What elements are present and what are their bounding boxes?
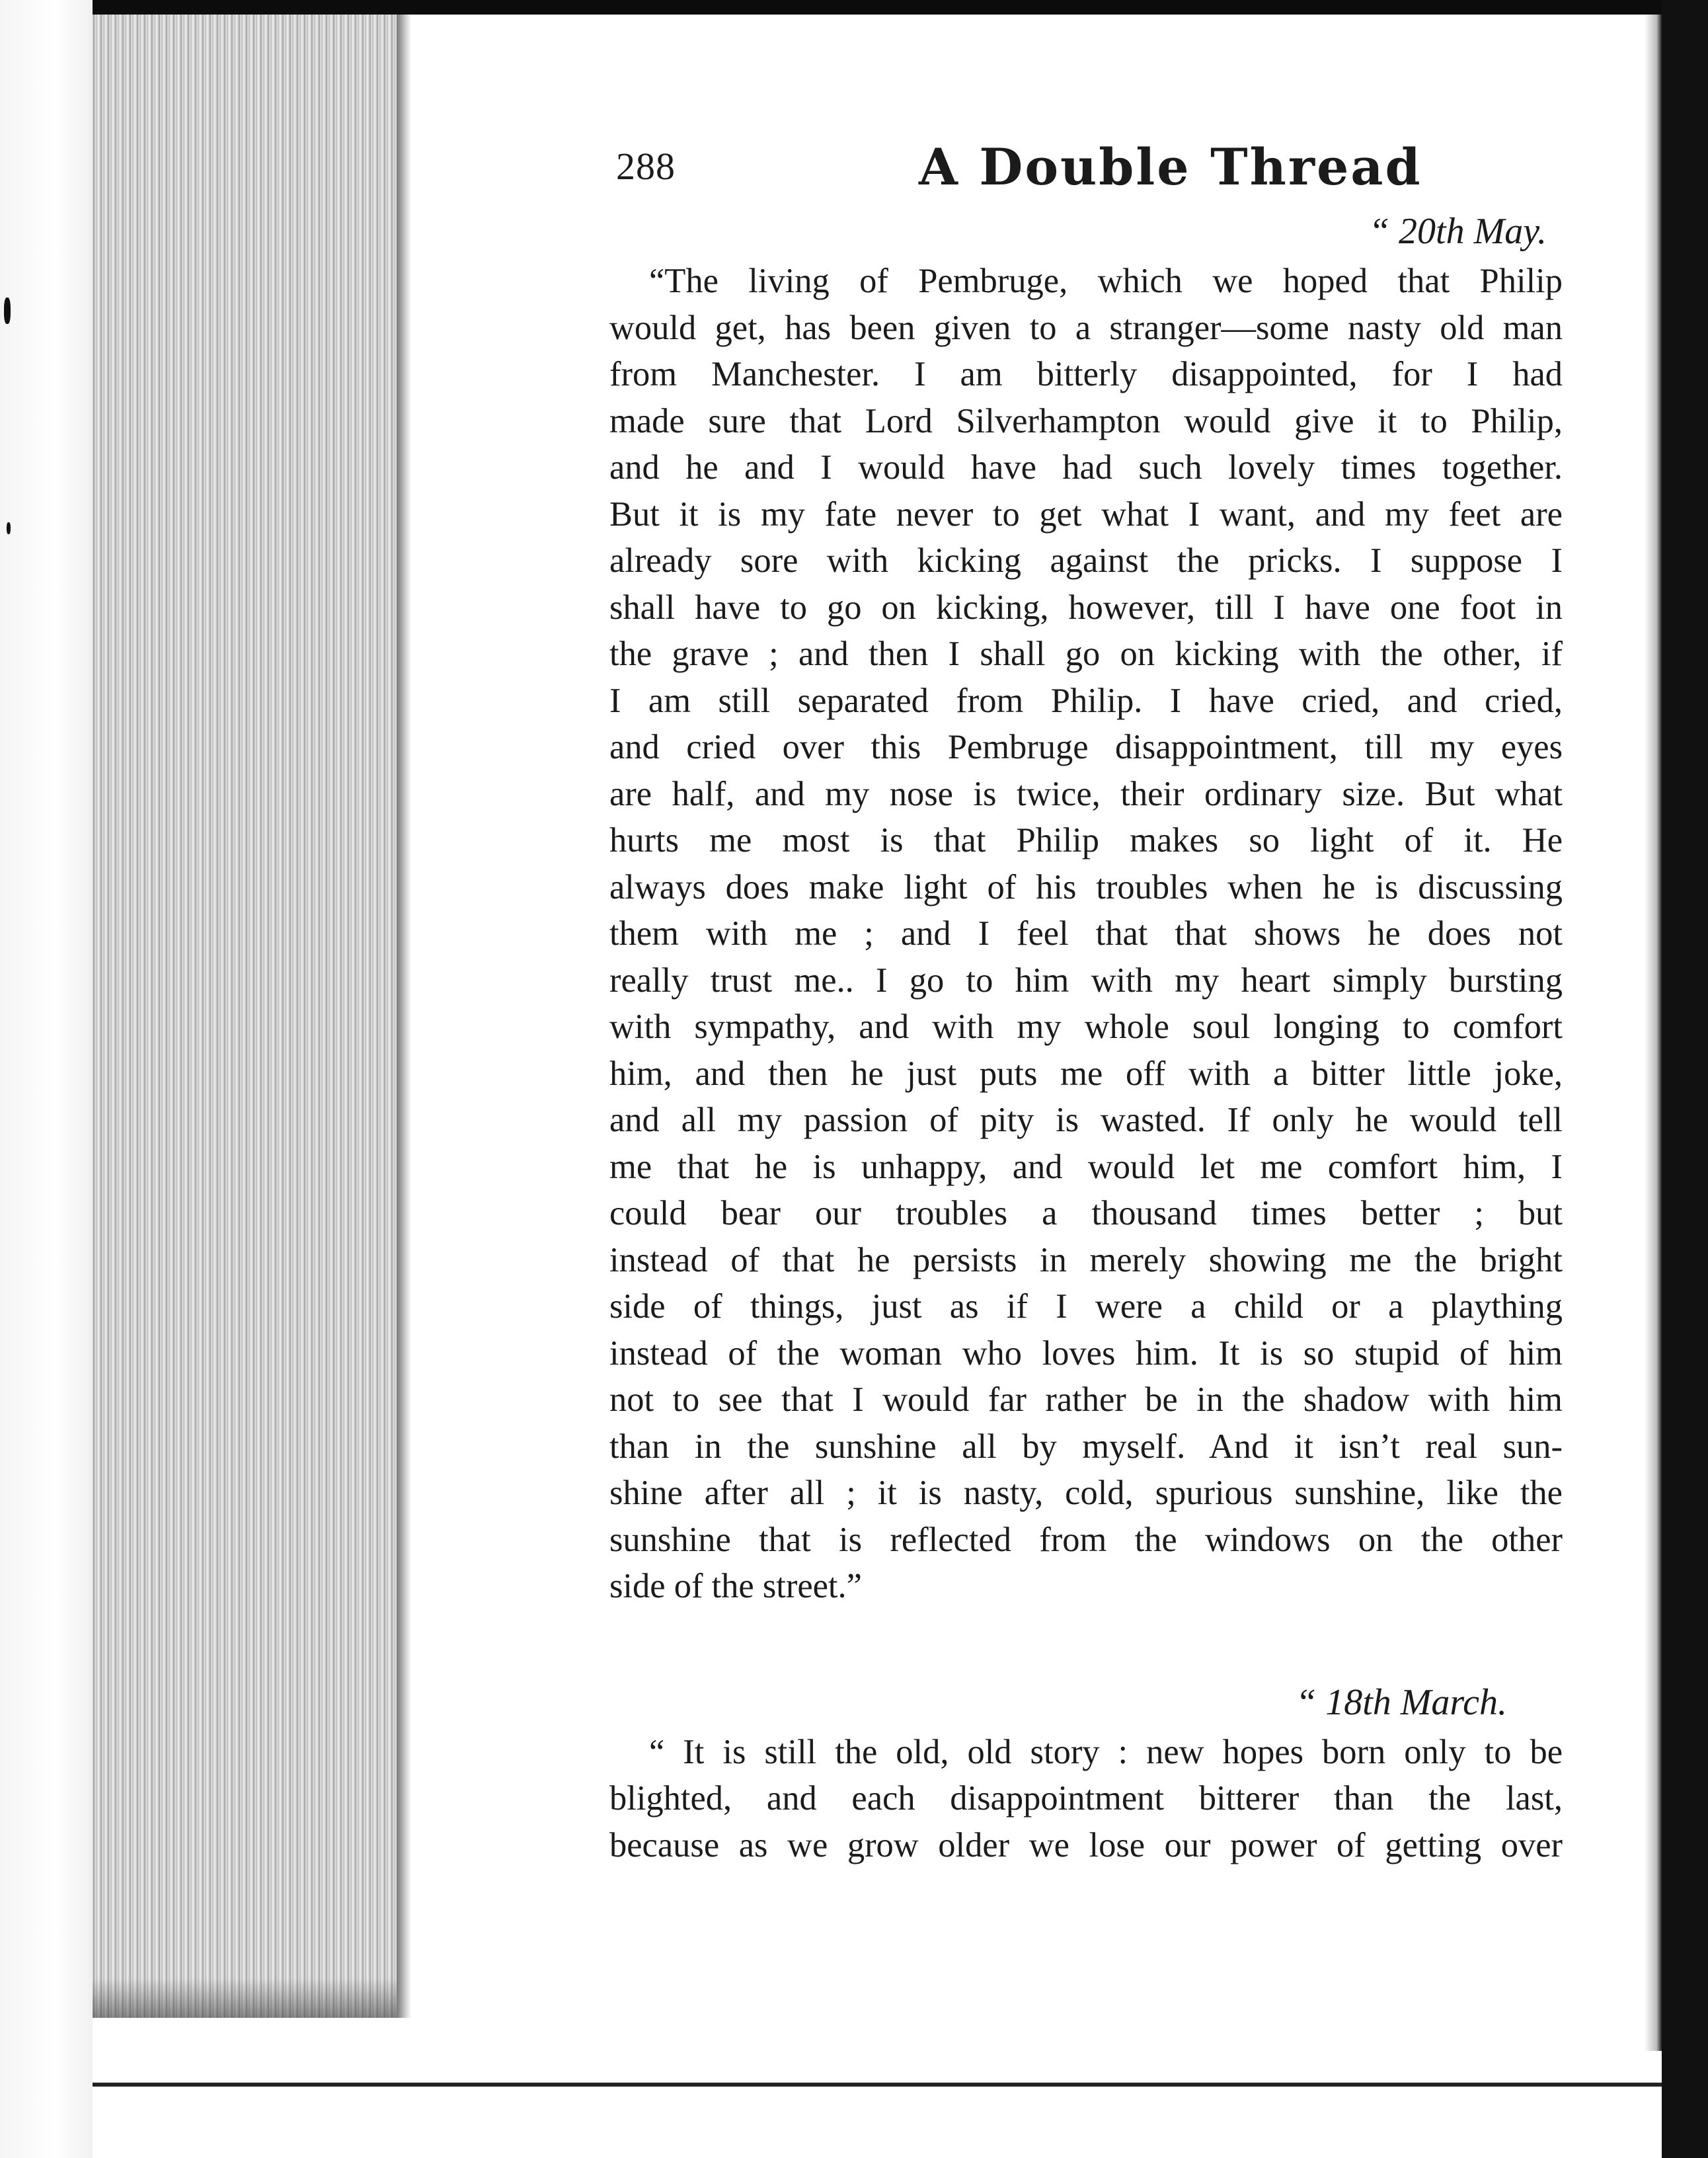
text-line: with sympathy, and with my whole soul longing to comfort: [609, 1008, 1563, 1046]
text-line: But it is my fate never to get what I want, and my feet are: [609, 495, 1563, 534]
margin-speck: [7, 522, 11, 534]
running-head: [595, 132, 1586, 205]
diary-entry: [595, 205, 1586, 1610]
page-number: 288: [616, 145, 676, 188]
text-line: shall have to go on kicking, however, till I have one foot in: [609, 588, 1563, 627]
left-margin: [0, 0, 93, 2158]
scanner-right-edge: [1662, 0, 1708, 2158]
text-line: are half, and my nose is twice, their ordinary size. But what: [609, 774, 1563, 813]
text-line: them with me ; and I feel that that shows he does not: [609, 914, 1563, 953]
page-bottom-edge: [93, 2083, 1662, 2087]
text-line: side of the street.”: [609, 1567, 862, 1605]
running-title: A Double Thread: [919, 138, 1422, 196]
text-line: me that he is unhappy, and would let me comfort him, I: [609, 1147, 1563, 1186]
text-line: made sure that Lord Silverhampton would give it to Philip,: [609, 401, 1563, 440]
text-line: side of things, just as if I were a child or a plaything: [609, 1287, 1563, 1326]
text-line: instead of the woman who loves him. It is so stupid of him: [609, 1334, 1563, 1373]
entry-body: [595, 1729, 1586, 1869]
text-line: because as we grow older we lose our power of getting over: [609, 1825, 1563, 1864]
text-line: than in the sunshine all by myself. And it isn’t real sun-: [609, 1427, 1563, 1466]
text-line: could bear our troubles a thousand times better ; but: [609, 1194, 1563, 1232]
text-line: shine after all ; it is nasty, cold, spurious sunshine, like the: [609, 1474, 1563, 1512]
entry-date: “ 20th May.: [1368, 211, 1547, 252]
text-line: him, and then he just puts me off with a bitter little joke,: [609, 1054, 1563, 1093]
text-line: I am still separated from Philip. I have cried, and cried,: [609, 681, 1563, 720]
text-line: “ It is still the old, old story : new hopes born only to be: [649, 1732, 1563, 1771]
text-line: sunshine that is reflected from the windows on the other: [609, 1520, 1563, 1559]
text-line: really trust me.. I go to him with my heart simply bursting: [609, 961, 1563, 1000]
entry-body: [595, 258, 1586, 1610]
scanner-top-edge: [0, 0, 1708, 15]
text-line: hurts me most is that Philip makes so light of it. He: [609, 821, 1563, 859]
printed-page: [595, 132, 1586, 1868]
text-line: “The living of Pembruge, which we hoped that Philip: [649, 262, 1563, 300]
diary-entry: [595, 1676, 1586, 1869]
text-line: not to see that I would far rather be in the shadow with him: [609, 1380, 1563, 1419]
text-line: blighted, and each disappointment bitterer than the last,: [609, 1779, 1563, 1818]
text-line: instead of that he persists in merely showing me the bright: [609, 1240, 1563, 1279]
entry-date: “ 18th March.: [1296, 1681, 1507, 1723]
book-page-edges: [93, 15, 405, 2018]
margin-speck: [4, 298, 11, 324]
text-line: already sore with kicking against the pricks. I suppose I: [609, 541, 1563, 580]
spine-shadow: [397, 15, 411, 2018]
text-line: from Manchester. I am bitterly disappointed, for I had: [609, 355, 1563, 393]
text-line: and he and I would have had such lovely times together.: [609, 448, 1563, 487]
text-line: the grave ; and then I shall go on kicking with the other, if: [609, 635, 1563, 673]
text-line: would get, has been given to a stranger—some nasty old man: [609, 308, 1563, 347]
text-line: and cried over this Pembruge disappointment, till my eyes: [609, 728, 1563, 766]
text-line: and all my passion of pity is wasted. If only he would tell: [609, 1101, 1563, 1139]
text-line: always does make light of his troubles when he is discussing: [609, 867, 1563, 906]
